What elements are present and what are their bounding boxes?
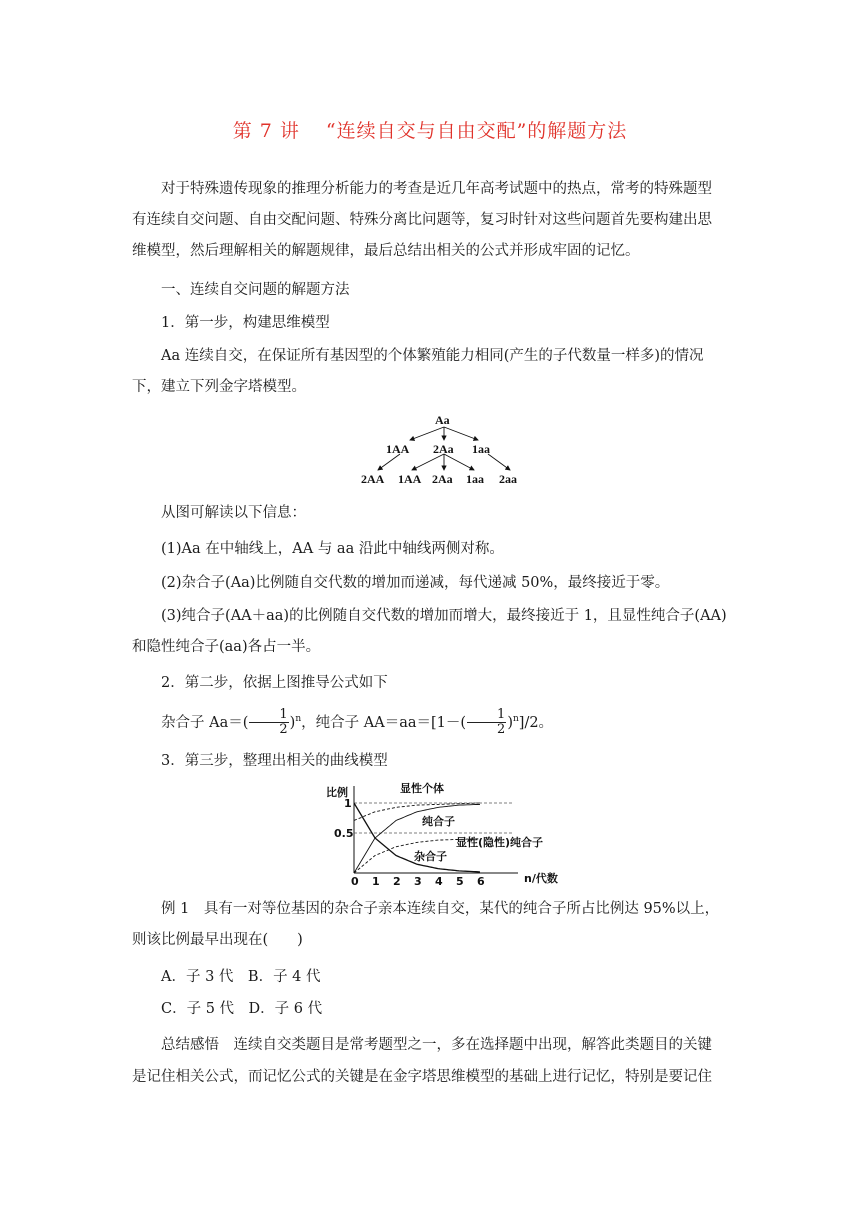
series-label-dominant: 显性个体 bbox=[400, 782, 444, 795]
lecture-topic: “连续自交与自由交配”的解题方法 bbox=[325, 120, 628, 142]
intro-line-1: 对于特殊遗传现象的推理分析能力的考查是近几年高考试题中的热点，常考的特殊题型 bbox=[161, 181, 712, 197]
chart-xtick: 5 bbox=[456, 875, 464, 888]
info-item-3b: 和隐性纯合子(aa)各占一半。 bbox=[132, 639, 321, 655]
tree-l2-2: 2Aa bbox=[432, 472, 453, 486]
fraction-half-1: $\frac{1}{2}$ bbox=[249, 708, 288, 737]
lecture-number: 第 7 讲 bbox=[232, 120, 300, 142]
intro-line-2: 有连续自交问题、自由交配问题、特殊分离比问题等，复习时针对这些问题首先要构建出思 bbox=[132, 212, 712, 228]
example-options-ab: A．子 3 代 B．子 4 代 bbox=[161, 969, 321, 985]
chart-xtick: 0 bbox=[351, 875, 359, 888]
chart-xtick: 1 bbox=[372, 875, 380, 888]
tree-l2-3: 1aa bbox=[466, 472, 484, 486]
series-label-homozygote: 纯合子 bbox=[422, 815, 455, 828]
tree-l2-0: 2AA bbox=[361, 472, 385, 486]
info-item-3a: (3)纯合子(AA＋aa)的比例随自交代数的增加而增大，最终接近于 1，且显性纯合子(AA) bbox=[161, 608, 727, 624]
intro-line-3: 维模型，然后理解相关的解题规律，最后总结出相关的公式并形成牢固的记忆。 bbox=[132, 243, 640, 259]
chart-xtick: 6 bbox=[477, 875, 485, 888]
step2-formula: 杂合子 Aa＝( $\frac{1}{2}$ )$^n$，纯合子 AA＝aa＝[1－( $\frac{1}{2}$ )$^n$]/2。 bbox=[161, 707, 554, 738]
chart-xtick: 2 bbox=[393, 875, 401, 888]
step3-heading: 3．第三步，整理出相关的曲线模型 bbox=[161, 753, 388, 769]
tree-l1-2: 1aa bbox=[472, 442, 490, 456]
info-item-2: (2)杂合子(Aa)比例随自交代数的增加而递减，每代递减 50%，最终接近于零。 bbox=[161, 575, 670, 591]
chart-xlabel: n/代数 bbox=[524, 872, 558, 885]
pyramid-diagram bbox=[360, 410, 530, 490]
tree-l2-1: 1AA bbox=[398, 472, 422, 486]
step2-heading: 2．第二步，依据上图推导公式如下 bbox=[161, 675, 388, 691]
example-line-2: 则该比例最早出现在( ) bbox=[132, 932, 303, 948]
chart-ytick-1: 1 bbox=[344, 797, 352, 810]
step1-line-2: 下，建立下列金字塔模型。 bbox=[132, 379, 306, 395]
tree-root: Aa bbox=[435, 413, 450, 427]
chart-ylabel: 比例 bbox=[326, 786, 348, 799]
step1-heading: 1．第一步，构建思维模型 bbox=[161, 315, 330, 331]
formula-part-2: ，纯合子 AA＝aa＝[1－( bbox=[301, 714, 467, 731]
series-label-dom-rec-homozygote: 显性(隐性)纯合子 bbox=[456, 836, 544, 849]
curve-chart bbox=[318, 778, 568, 888]
section-heading: 一、连续自交问题的解题方法 bbox=[161, 282, 350, 298]
info-item-1: (1)Aa 在中轴线上，AA 与 aa 沿此中轴线两侧对称。 bbox=[161, 541, 504, 557]
tree-l1-0: 1AA bbox=[386, 442, 410, 456]
tree-l1-1: 2Aa bbox=[433, 442, 454, 456]
page-title bbox=[0, 116, 860, 143]
chart-xtick: 3 bbox=[414, 875, 422, 888]
fraction-half-2: $\frac{1}{2}$ bbox=[467, 708, 506, 737]
info-lead: 从图可解读以下信息： bbox=[161, 505, 306, 521]
chart-ytick-05: 0.5 bbox=[334, 827, 354, 840]
step1-line-1: Aa 连续自交，在保证所有基因型的个体繁殖能力相同(产生的子代数量一样多)的情况 bbox=[161, 348, 704, 364]
tree-l2-4: 2aa bbox=[499, 472, 517, 486]
series-label-heterozygote: 杂合子 bbox=[414, 850, 447, 863]
example-options-cd: C．子 5 代 D．子 6 代 bbox=[161, 1001, 323, 1017]
formula-part-1: 杂合子 Aa＝( bbox=[161, 714, 249, 731]
example-line-1: 例 1 具有一对等位基因的杂合子亲本连续自交，某代的纯合子所占比例达 95%以上， bbox=[161, 901, 720, 917]
chart-xtick: 4 bbox=[435, 875, 443, 888]
summary-line-1: 总结感悟 连续自交类题目是常考题型之一，多在选择题中出现，解答此类题目的关键 bbox=[161, 1037, 712, 1053]
summary-line-2: 是记住相关公式，而记忆公式的关键是在金字塔思维模型的基础上进行记忆，特别是要记住 bbox=[132, 1069, 712, 1085]
